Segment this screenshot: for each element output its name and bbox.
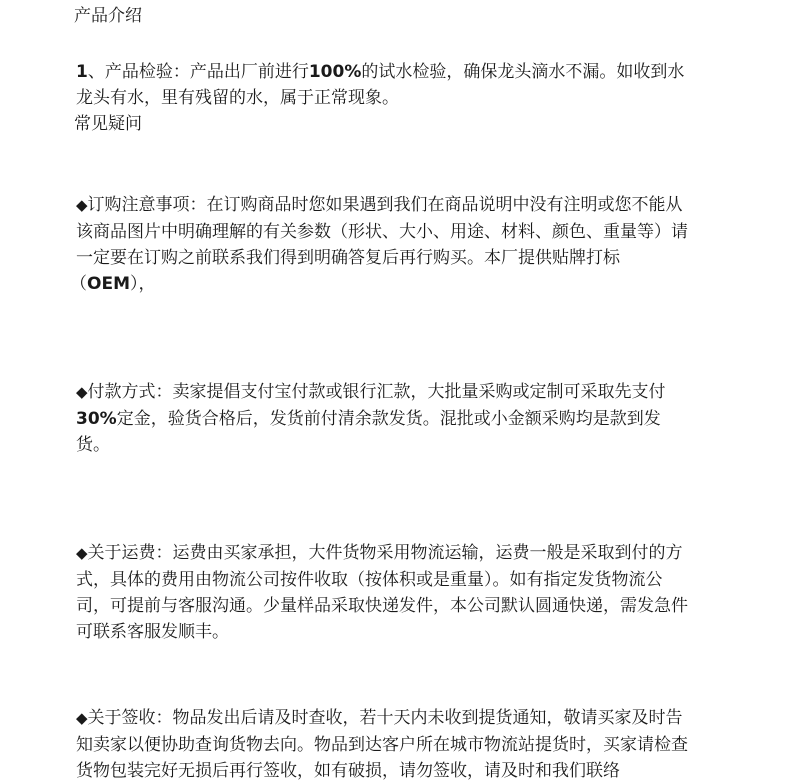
bullet-diamond-icon: ◆ [76,196,88,214]
bullet-diamond-icon: ◆ [76,544,88,562]
ordering-text-1: 订购注意事项：在订购商品时您如果遇到我们在商品说明中没有注明或您不能从 [87,195,683,215]
payment-line-1 [76,380,666,404]
receiving-text-1: 关于签收：物品发出后请及时查收，若十天内未收到提货通知，敬请买家及时告 [87,708,683,728]
payment-line-2 [76,407,661,431]
shipping-line-4: 可联系客服发顺丰。 [76,622,229,642]
receiving-line-2: 知卖家以便协助查询货物去向。物品到达客户所在城市物流站提货时，买家请检查 [76,735,688,755]
ordering-line-3: 一定要在订购之前联系我们得到明确答复后再行购买。本厂提供贴牌打标 [76,248,620,268]
inspection-number: 1 [76,62,88,82]
shipping-line-2: 式，具体的费用由物流公司按件收取（按体积或是重量）。如有指定发货物流公 [76,570,663,590]
receiving-line-3: 货物包装完好无损后再行签收，如有破损，请勿签收，请及时和我们联络 [76,761,620,781]
inspection-percent: 100% [308,62,362,82]
ordering-line-2: 该商品图片中明确理解的有关参数（形状、大小、用途、材料、颜色、重量等）请 [76,222,688,242]
payment-text-2: 定金，验货合格后，发货前付清余款发货。混批或小金额采购均是款到发 [116,409,661,429]
ordering-line-4 [70,272,155,296]
faq-title: 常见疑问 [74,114,142,134]
payment-text-1: 付款方式：卖家提倡支付宝付款或银行汇款，大批量采购或定制可采取先支付 [87,382,666,402]
receiving-line-1 [76,706,683,730]
inspection-text-end: 的试水检验，确保龙头滴水不漏。如收到水 [361,62,685,82]
deposit-percent: 30% [76,409,117,429]
shipping-line-1 [76,541,683,565]
inspection-text-start: 、产品检验：产品出厂前进行 [87,62,309,82]
oem-label: OEM [87,274,130,294]
bullet-diamond-icon: ◆ [76,383,88,401]
shipping-line-3: 司，可提前与客服沟通。少量样品采取快递发件，本公司默认圆通快递，需发急件 [76,596,688,616]
payment-line-3: 货。 [76,435,110,455]
ordering-paren-open: （ [70,274,87,294]
inspection-paragraph-line-1 [76,60,684,84]
bullet-diamond-icon: ◆ [76,709,88,727]
inspection-paragraph-line-2: 龙头有水，里有残留的水，属于正常现象。 [76,88,399,108]
ordering-line-1 [76,193,683,217]
ordering-paren-close: ）， [129,274,156,294]
page-heading: 产品介绍 [74,6,142,26]
shipping-text-1: 关于运费：运费由买家承担，大件货物采用物流运输，运费一般是采取到付的方 [87,543,683,563]
